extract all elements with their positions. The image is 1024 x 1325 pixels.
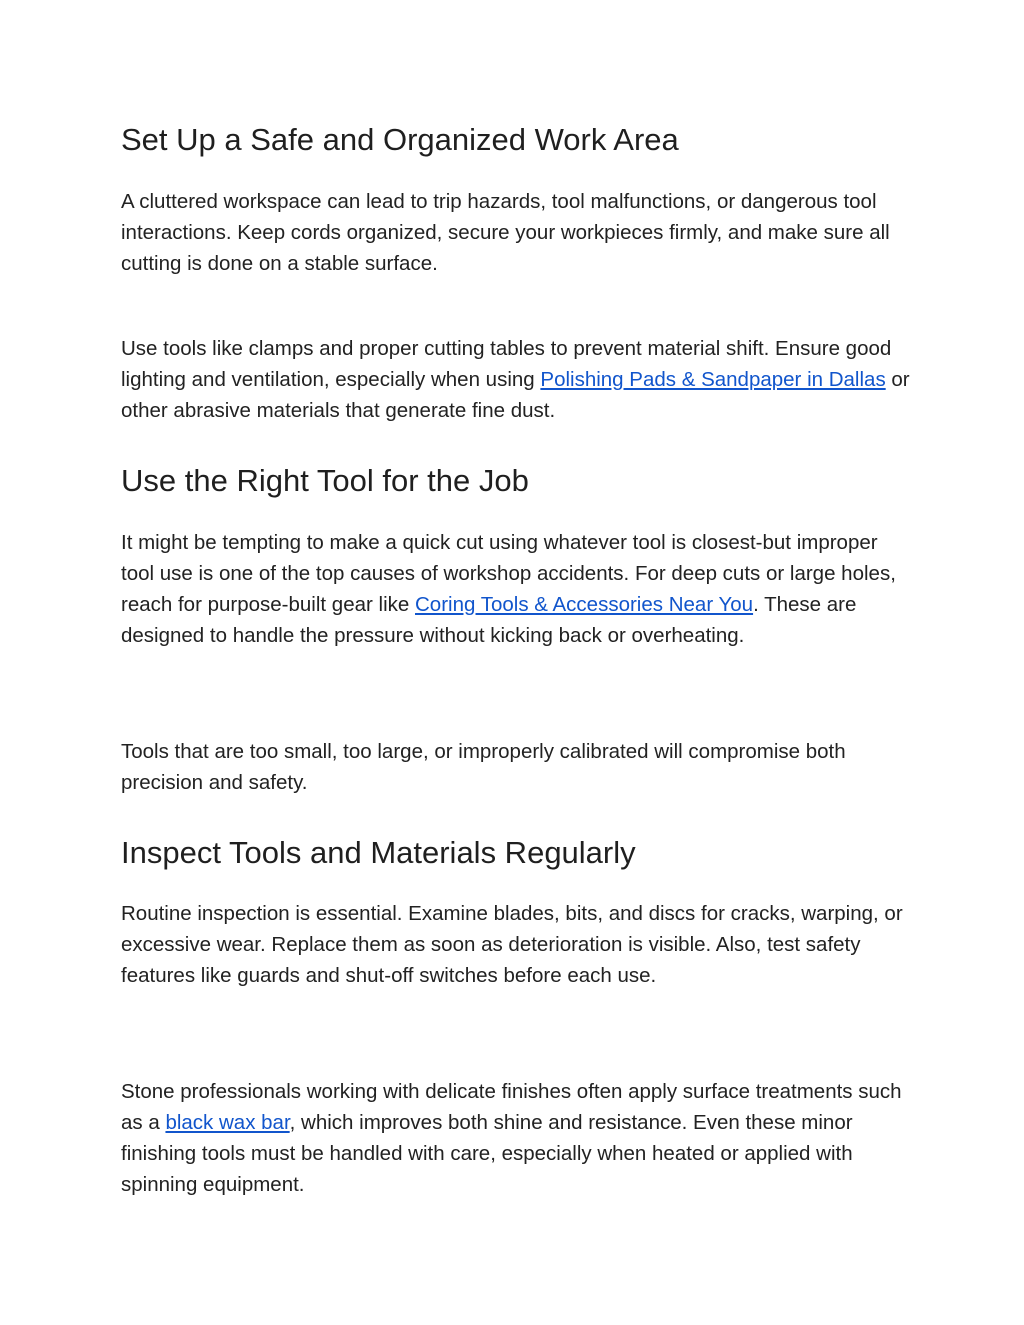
paragraph-text: or other abrasive materials that generate fine dust. [121,368,910,422]
link-polishing-pads[interactable]: Polishing Pads & Sandpaper in Dallas [540,368,886,391]
link-black-wax-bar[interactable]: black wax bar [165,1111,290,1134]
heading-inspect-tools: Inspect Tools and Materials Regularly [121,835,636,870]
paragraph-cluttered-workspace: A cluttered workspace can lead to trip hazards, tool malfunctions, or dangerous tool interactions. Keep cords organized, secure your workpieces firmly, and make sure all cutting is done on a stable surface. [121,190,890,275]
paragraph-text: , which improves both shine and resistance. Even these minor finishing tools must be handled with care, especially when heated or applied with spinning equipment. [121,1111,853,1196]
paragraph-routine-inspection: Routine inspection is essential. Examine blades, bits, and discs for cracks, warping, or excessive wear. Replace them as soon as deterioration is visible. Also, test safety features like guards and shut-off switches before each use. [121,902,903,987]
paragraph-clamps-lighting [121,333,911,426]
paragraph-stone-professionals [121,1076,911,1200]
paragraph-text: Use tools like clamps and proper cutting tables to prevent material shift. Ensure good lighting and ventilation, especially when using [121,337,892,391]
paragraph-quick-cut [121,527,911,651]
paragraph-tool-size: Tools that are too small, too large, or improperly calibrated will compromise both precision and safety. [121,740,846,794]
paragraph-text: . These are designed to handle the pressure without kicking back or overheating. [121,593,857,647]
link-coring-tools[interactable]: Coring Tools & Accessories Near You [415,593,754,616]
heading-work-area: Set Up a Safe and Organized Work Area [121,122,679,157]
paragraph-text: It might be tempting to make a quick cut using whatever tool is closest-but improper tool use is one of the top causes of workshop accidents. For deep cuts or large holes, reach for purpose-built gear like [121,531,896,616]
paragraph-text: Stone professionals working with delicate finishes often apply surface treatments such as a [121,1080,902,1134]
heading-right-tool: Use the Right Tool for the Job [121,463,529,498]
